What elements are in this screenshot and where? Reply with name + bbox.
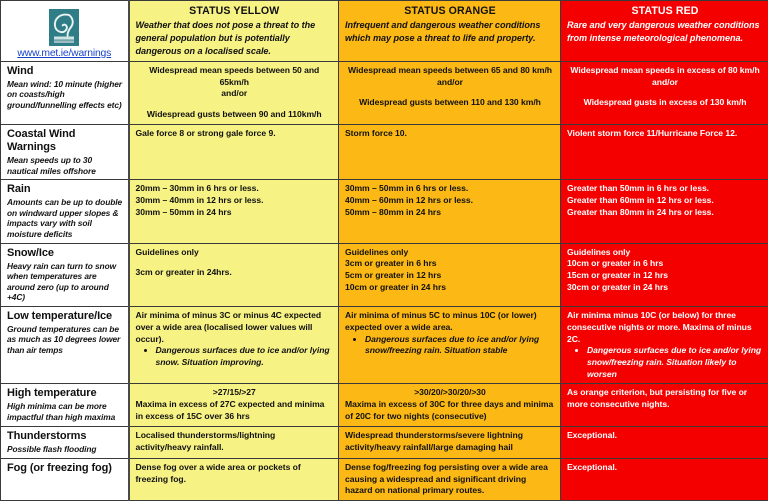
criteria-cell-yellow [129,180,339,243]
criteria-line: 15cm or greater in 12 hrs [567,270,763,282]
hazard-name: Low temperature/Ice [7,310,123,323]
hazard-label-cell [1,61,129,124]
criteria-cell-yellow [129,125,339,180]
criteria-text [136,310,334,369]
status-red-header [561,1,768,62]
criteria-cell-red [561,306,768,383]
logo-cell [1,1,129,62]
hazard-name: High temperature [7,387,123,400]
criteria-text [567,65,763,110]
criteria-line: and/or [345,77,555,89]
criteria-text [136,65,334,121]
criteria-text [345,65,555,110]
criteria-text [567,310,763,380]
criteria-line: Air minima minus 10C (or below) for three consecutive nights or more. Maxima of minus 2C. [567,310,763,346]
criteria-cell-yellow [129,306,339,383]
criteria-cell-orange [339,384,561,427]
criteria-cell-red [561,243,768,306]
criteria-line: Storm force 10. [345,128,555,140]
criteria-line: 10cm or greater in 24 hrs [345,282,555,294]
table-row [1,458,768,501]
hazard-note: High minima can be more impactful than high maxima [7,401,123,422]
criteria-cell-orange [339,180,561,243]
hazard-label-cell [1,180,129,243]
hazard-note: Ground temperatures can be as much as 10 degrees lower than air temps [7,324,123,356]
criteria-text [136,183,334,219]
criteria-line: Greater than 60mm in 12 hrs or less. [567,195,763,207]
criteria-line: Guidelines only [136,247,334,259]
criteria-line: Guidelines only [345,247,555,259]
criteria-text [345,247,555,294]
criteria-line: Air minima of minus 3C or minus 4C expected over a wide area (localised lower values will occur). [136,310,334,346]
met-warnings-link[interactable]: www.met.ie/warnings [5,48,124,59]
hazard-name: Fog (or freezing fog) [7,462,123,475]
hazard-label-cell [1,426,129,458]
criteria-line: 30mm – 50mm in 24 hrs [136,207,334,219]
criteria-line [136,258,334,267]
hazard-note: Amounts can be up to double on windward upper slopes & impacts vary with soil moisture deficits [7,197,123,239]
status-yellow-title: STATUS YELLOW [136,5,334,17]
hazard-note: Mean wind: 10 minute (higher on coasts/high ground/funnelling effects etc) [7,79,123,111]
criteria-text [567,183,763,219]
spiral-logo-icon [49,9,79,46]
criteria-line: 3cm or greater in 6 hrs [345,258,555,270]
criteria-line: Air minima of minus 5C to minus 10C (or lower) expected over a wide area. [345,310,555,334]
hazard-note: Possible flash flooding [7,444,123,455]
criteria-cell-orange [339,306,561,383]
status-yellow-description: Weather that does not pose a threat to the general population but is potentially dangerous on a localised scale. [136,19,334,58]
criteria-cell-red [561,180,768,243]
criteria-line: Gale force 8 or strong gale force 9. [136,128,334,140]
criteria-cell-orange [339,125,561,180]
criteria-text [567,128,763,140]
criteria-bullet-list [345,334,555,357]
criteria-line: Exceptional. [567,430,763,442]
hazard-label-cell [1,384,129,427]
criteria-cell-red [561,125,768,180]
table-row [1,243,768,306]
hazard-name: Wind [7,65,123,78]
criteria-text [345,128,555,140]
criteria-cell-red [561,384,768,427]
criteria-text [567,387,763,411]
table-header-row [1,1,768,62]
criteria-line: 20mm – 30mm in 6 hrs or less. [136,183,334,195]
criteria-line: 40mm – 60mm in 12 hrs or less. [345,195,555,207]
criteria-text [567,462,763,474]
criteria-cell-yellow [129,384,339,427]
criteria-line: Violent storm force 11/Hurricane Force 12. [567,128,763,140]
status-orange-title: STATUS ORANGE [345,5,555,17]
criteria-heading: >27/15/>27 [136,387,334,399]
criteria-heading: >30/20/>30/20/>30 [345,387,555,399]
hazard-label-cell [1,458,129,501]
criteria-line: 3cm or greater in 24hrs. [136,267,334,279]
criteria-line: Widespread mean speeds in excess of 80 km/h [567,65,763,77]
criteria-line: Widespread mean speeds between 50 and 65km/h [136,65,334,89]
criteria-line: Widespread gusts between 90 and 110km/h [136,109,334,121]
criteria-text [345,310,555,357]
criteria-cell-orange [339,243,561,306]
criteria-line: Widespread gusts between 110 and 130 km/h [345,97,555,109]
criteria-text [136,462,334,486]
criteria-line: and/or [567,77,763,89]
status-red-description: Rare and very dangerous weather conditions from intense meteorological phenomena. [567,19,763,45]
criteria-line [136,100,334,109]
criteria-cell-red [561,458,768,501]
criteria-cell-orange [339,426,561,458]
met-eireann-logo [5,9,124,47]
hazard-name: Snow/Ice [7,247,123,260]
criteria-line: Widespread mean speeds between 65 and 80 km/h [345,65,555,77]
criteria-line: Dense fog over a wide area or pockets of freezing fog. [136,462,334,486]
criteria-line [345,88,555,97]
criteria-text [567,247,763,294]
hazard-note: Mean speeds up to 30 nautical miles offshore [7,155,123,176]
criteria-line: Dense fog/freezing fog persisting over a wide area causing a widespread and significant driving hazard on national primary routes. [345,462,555,498]
status-orange-header [339,1,561,62]
criteria-line: Greater than 50mm in 6 hrs or less. [567,183,763,195]
criteria-text [136,128,334,140]
criteria-text [345,183,555,219]
hazard-note: Heavy rain can turn to snow when temperatures are around zero (up to around +4C) [7,261,123,303]
criteria-cell-yellow [129,243,339,306]
hazard-label-cell [1,125,129,180]
criteria-line: 50mm – 80mm in 24 hrs [345,207,555,219]
criteria-cell-yellow [129,61,339,124]
criteria-cell-red [561,426,768,458]
hazard-label-cell [1,306,129,383]
criteria-text [136,430,334,454]
criteria-line: Maxima in excess of 30C for three days and minima of 20C for two nights (consecutive) [345,399,555,423]
hazard-label-cell [1,243,129,306]
criteria-text [345,387,555,423]
criteria-line: 10cm or greater in 6 hrs [567,258,763,270]
criteria-text [136,387,334,423]
criteria-line: Exceptional. [567,462,763,474]
criteria-line: Maxima in excess of 27C expected and minima in excess of 15C over 36 hrs [136,399,334,423]
criteria-bullet-list [567,345,763,380]
criteria-bullet-list [136,345,334,368]
criteria-cell-orange [339,61,561,124]
criteria-text [567,430,763,442]
criteria-line [567,88,763,97]
criteria-line: Localised thunderstorms/lightning activity/heavy rainfall. [136,430,334,454]
hazard-name: Rain [7,183,123,196]
criteria-line: 30mm – 40mm in 12 hrs or less. [136,195,334,207]
status-red-title: STATUS RED [567,5,763,17]
criteria-cell-yellow [129,458,339,501]
criteria-line: As orange criterion, but persisting for five or more consecutive nights. [567,387,763,411]
status-orange-description: Infrequent and dangerous weather conditions which may pose a threat to life and property. [345,19,555,45]
criteria-line: Widespread thunderstorms/severe lightning activity/heavy rainfall/large damaging hail [345,430,555,454]
criteria-line: Greater than 80mm in 24 hrs or less. [567,207,763,219]
table-row [1,384,768,427]
criteria-text [136,247,334,280]
criteria-bullet: • Dangerous surfaces due to ice and/or lying snow/freezing rain. Situation stable [365,334,555,357]
hazard-name: Thunderstorms [7,430,123,443]
criteria-cell-red [561,61,768,124]
criteria-cell-yellow [129,426,339,458]
criteria-line: and/or [136,88,334,100]
criteria-bullet: • Dangerous surfaces due to ice and/or lying snow. Situation improving. [156,345,334,368]
table-row [1,306,768,383]
hazard-name: Coastal Wind Warnings [7,128,123,154]
criteria-text [345,462,555,498]
criteria-cell-orange [339,458,561,501]
table-row [1,426,768,458]
criteria-line: 5cm or greater in 12 hrs [345,270,555,282]
table-row [1,125,768,180]
criteria-line: 30cm or greater in 24 hrs [567,282,763,294]
criteria-line: Widespread gusts in excess of 130 km/h [567,97,763,109]
table-row [1,61,768,124]
criteria-line: Guidelines only [567,247,763,259]
status-yellow-header [129,1,339,62]
table-row [1,180,768,243]
criteria-bullet: • Dangerous surfaces due to ice and/or lying snow/freezing rain. Situation likely to worsen [587,345,763,380]
criteria-text [345,430,555,454]
table-body [1,1,768,501]
criteria-line: 30mm – 50mm in 6 hrs or less. [345,183,555,195]
